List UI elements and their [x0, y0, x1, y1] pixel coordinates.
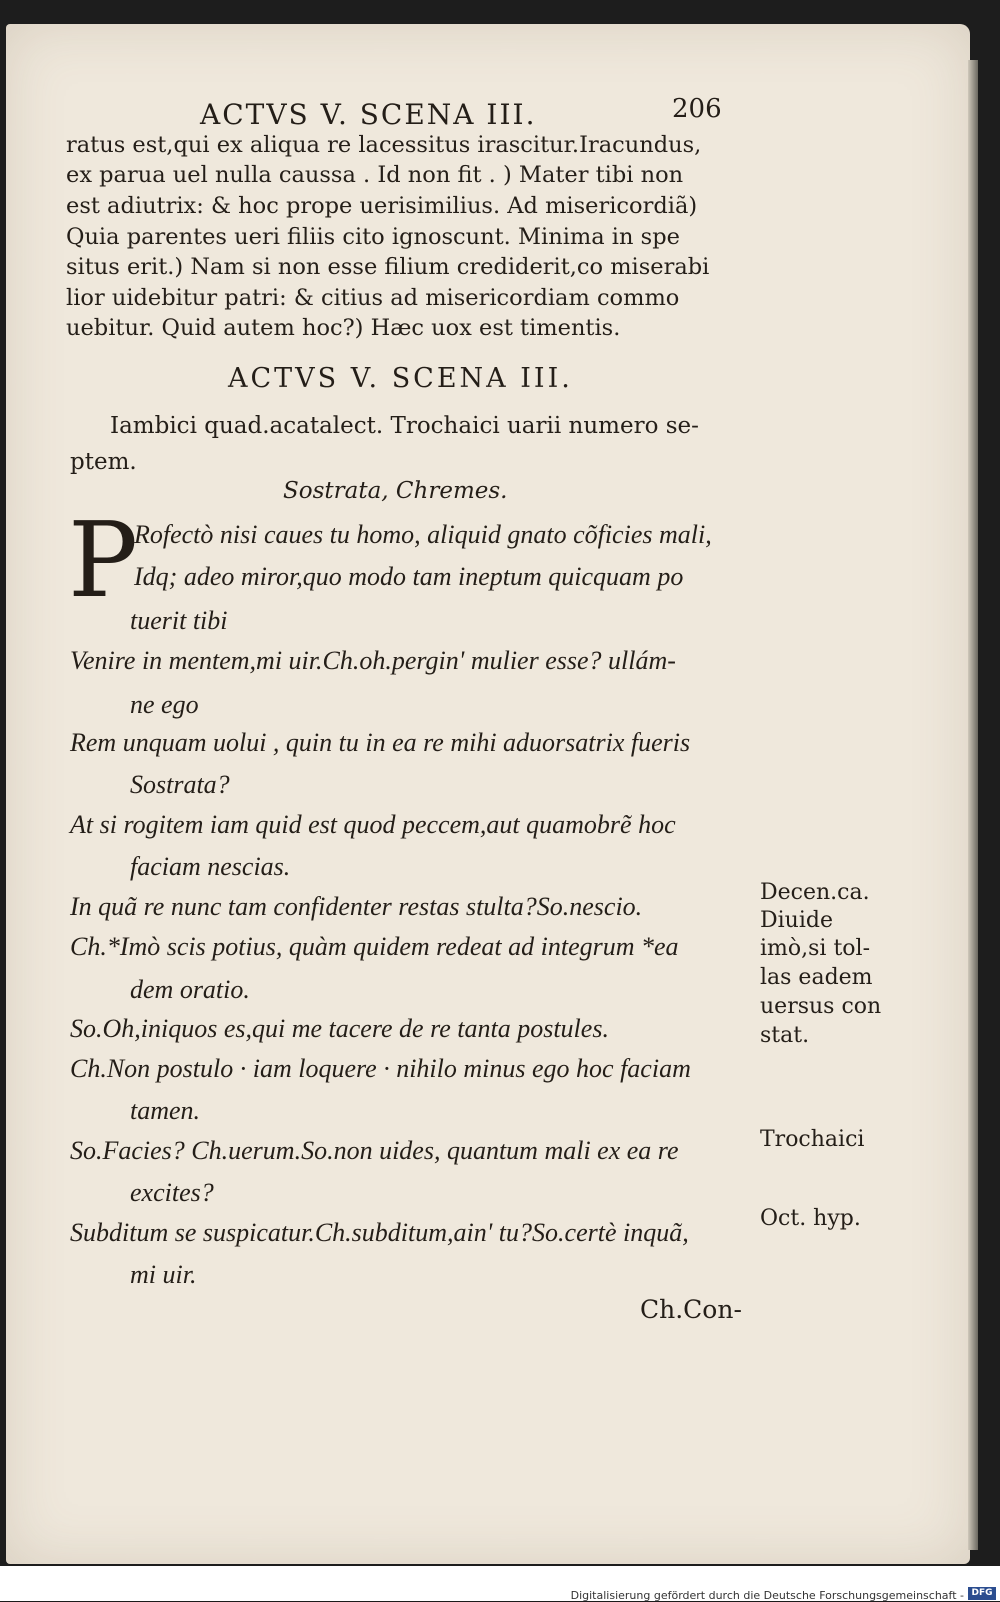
- scene-heading: ACTVS V. SCENA III.: [228, 363, 573, 394]
- commentary-line: ratus est,qui ex aliqua re lacessitus irascitur.Iracundus,: [66, 132, 702, 158]
- margin-note: stat.: [760, 1023, 810, 1048]
- catchword: Ch.Con-: [640, 1295, 742, 1324]
- verse-line: In quã re nunc tam confidenter restas stulta?So.nescio.: [70, 892, 643, 921]
- verse-line: Rem unquam uolui , quin tu in ea re mihi aduorsatrix fueris: [70, 728, 691, 757]
- commentary-line: ex parua uel nulla caussa . Id non fit . ) Mater tibi non: [66, 162, 684, 188]
- footer-credit: Digitalisierung gefördert durch die Deutsche Forschungsgemeinschaft -: [570, 1589, 964, 1602]
- commentary-line: est adiutrix: & hoc prope uerisimilius. Ad misericordiã): [66, 193, 698, 219]
- running-head: ACTVS V. SCENA III.: [200, 98, 537, 131]
- cast-list: Sostrata, Chremes.: [283, 478, 508, 504]
- commentary-line: uebitur. Quid autem hoc?) Hæc uox est timentis.: [66, 315, 621, 341]
- margin-note: Diuide: [760, 908, 833, 933]
- drop-cap: P: [68, 499, 138, 621]
- verse-line: Rofectò nisi caues tu homo, aliquid gnato cõficies mali,: [134, 520, 712, 549]
- verse-line: mi uir.: [130, 1260, 197, 1289]
- margin-note: Trochaici: [760, 1127, 865, 1152]
- verse-line: faciam nescias.: [130, 852, 291, 881]
- margin-note: Decen.ca.: [760, 880, 870, 905]
- verse-line: tuerit tibi: [130, 606, 228, 635]
- margin-note: Oct. hyp.: [760, 1206, 861, 1231]
- verse-line: Venire in mentem,mi uir.Ch.oh.pergin' mulier esse? ullám-: [70, 646, 676, 675]
- verse-line: Subditum se suspicatur.Ch.subditum,ain' tu?So.certè inquã,: [70, 1218, 689, 1247]
- verse-line: Ch.Non postulo · iam loquere · nihilo minus ego hoc faciam: [70, 1054, 691, 1083]
- margin-note: imò,si tol-: [760, 936, 871, 961]
- page-number: 206: [672, 94, 722, 124]
- commentary-line: lior uidebitur patri: & citius ad misericordiam commo: [66, 285, 680, 311]
- verse-line: tamen.: [130, 1096, 201, 1125]
- verse-line: dem oratio.: [130, 975, 250, 1004]
- meter-note: Iambici quad.acatalect. Trochaici uarii numero se- ptem.: [70, 413, 699, 475]
- verse-line: Ch.*Imò scis potius, quàm quidem redeat ad integrum *ea: [70, 932, 679, 961]
- verse-line: At si rogitem iam quid est quod peccem,aut quamobrẽ hoc: [70, 810, 676, 839]
- verse-line: Idq; adeo miror,quo modo tam ineptum quicquam po: [134, 562, 684, 591]
- commentary-line: Quia parentes ueri filiis cito ignoscunt. Minima in spe: [66, 224, 680, 250]
- verse-line: excites?: [130, 1178, 214, 1207]
- verse-line: So.Facies? Ch.uerum.So.non uides, quantum mali ex ea re: [70, 1136, 679, 1165]
- verse-line: So.Oh,iniquos es,qui me tacere de re tanta postules.: [70, 1014, 609, 1043]
- margin-note: uersus con: [760, 994, 882, 1019]
- verse-line: Sostrata?: [130, 770, 230, 799]
- verse-line: ne ego: [130, 690, 199, 719]
- margin-note: las eadem: [760, 965, 873, 990]
- page-edge: [968, 60, 978, 1550]
- dfg-logo: DFG: [968, 1587, 996, 1600]
- commentary-line: situs erit.) Nam si non esse filium crediderit,co miserabi: [66, 254, 710, 280]
